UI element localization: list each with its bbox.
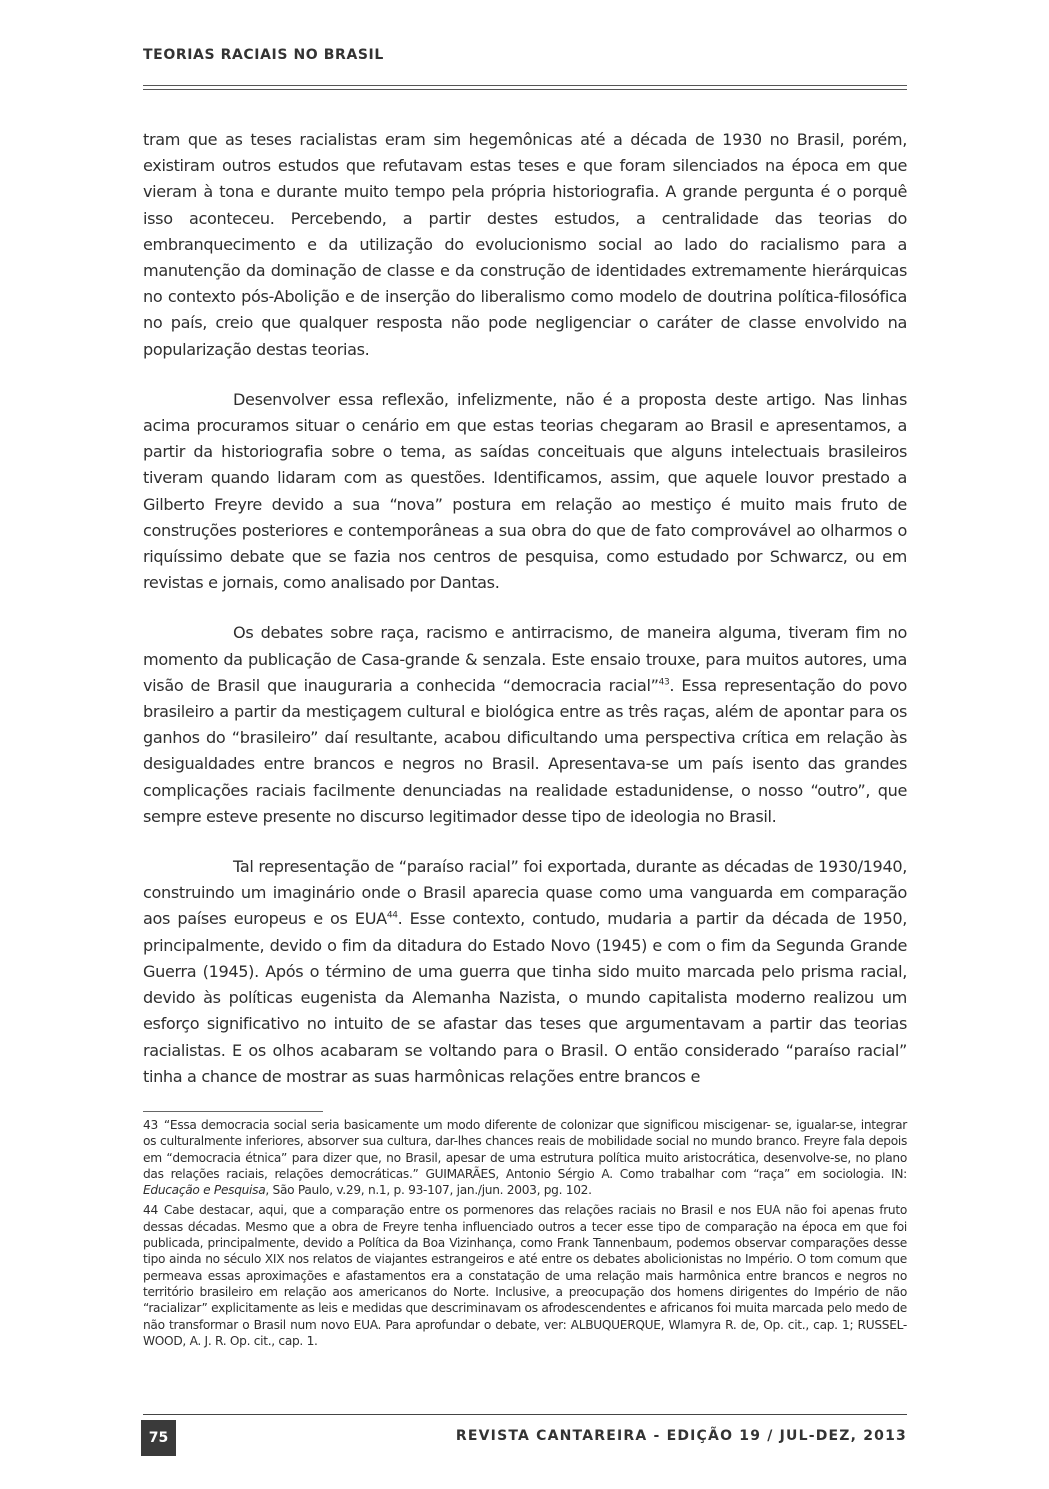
footer-rule [143, 1414, 907, 1415]
paragraph-3 [143, 620, 907, 830]
page-number: 75 [141, 1420, 176, 1456]
paragraph-2: Desenvolver essa reflexão, infelizmente, não é a proposta deste artigo. Nas linhas acima procuramos situar o cenário em que estas teorias chegaram ao Brasil e apresentamos, a partir da historiografia sobre o tema, as saídas conceituais que alguns intelectuais brasileiros tiveram quando lidaram com as questões. Identificamos, assim, que aquele louvor prestado a Gilberto Freyre devido a sua “nova” postura em relação ao mestiço é muito mais fruto de construções posteriores e contemporâneas a sua obra do que de fato comprovável ao olharmos o riquíssimo debate que se fazia nos centros de pesquisa, como estudado por Schwarcz, ou em revistas e jornais, como analisado por Dantas. [143, 389, 907, 593]
paragraph-4-text-a: Tal representação de “paraíso racial” foi exportada, durante as décadas de 1930/1940, construindo um imaginário onde o Brasil aparecia quase como uma vanguarda em comparação aos países europeus e os EUA [143, 857, 907, 929]
footnote-separator [143, 1111, 323, 1112]
header-rule-top [143, 85, 907, 86]
footnotes [143, 1117, 907, 1353]
journal-issue-label: REVISTA CANTAREIRA - EDIÇÃO 19 / JUL-DEZ, 2013 [455, 1428, 907, 1444]
running-header-title: TEORIAS RACIAIS NO BRASIL [143, 47, 384, 63]
footnote-43-text: “Essa democracia social seria basicamente um modo diferente de colonizar que significou miscigenar- se, igualar-se, integrar os culturalmente inferiores, absorver sua cultura, dar-lhes chances reais de mobilidade social no mundo branco. Freyre fala depois em “democracia étnica” para dizer que, no Brasil, apesar de uma estrutura política muito aristocrática, desenvolve-se, no plano das relações raciais, relações democráticas.” GUIMARÃES, Antonio Sérgio A. Como trabalhar com “raça” em sociologia. IN: [143, 1118, 907, 1181]
paragraph-3-text-b: . Essa representação do povo brasileiro a partir da mestiçagem cultural e biológica entre as três raças, além de apontar para os ganhos do “brasileiro” daí resultante, acabou dificultando uma perspectiva crítica em relação às desigualdades entre brancos e negros no Brasil. Apresentava-se um país isento das grandes complicações raciais facilmente denunciadas na realidade estadunidense, o nosso “outro”, que sempre esteve presente no discurso legitimador desse tipo de ideologia no Brasil. [143, 675, 907, 826]
paragraph-4 [143, 854, 907, 1090]
footnote-43-number: 43 [143, 1118, 158, 1132]
article-body [143, 127, 907, 1114]
footnote-43 [143, 1117, 907, 1198]
footnote-43-journal: Educação e Pesquisa [143, 1183, 266, 1198]
footnote-44-number: 44 [143, 1203, 158, 1218]
footnote-44 [143, 1202, 907, 1349]
paragraph-1: tram que as teses racialistas eram sim hegemônicas até a década de 1930 no Brasil, porém, existiram outros estudos que refutavam estas teses e que foram silenciados na época em que vieram à tona e durante muito tempo pela própria historiografia. A grande pergunta é o porquê isso aconteceu. Percebendo, a partir destes estudos, a centralidade das teorias do embranquecimento e da utilização do evolucionismo social ao lado do racialismo para a manutenção da dominação de classe e da construção de identidades extremamente hierárquicas no contexto pós-Abolição e de inserção do liberalismo como modelo de doutrina política-filosófica no país, creio que qualquer resposta não pode negligenciar o caráter de classe envolvido na popularização destas teorias. [143, 130, 907, 359]
paragraph-4-text-b: . Esse contexto, contudo, mudaria a partir da década de 1950, principalmente, devido o fim da ditadura do Estado Novo (1945) e com o fim da Segunda Grande Guerra (1945). Após o término de uma guerra que tinha sido muito marcada pelo prisma racial, devido às políticas eugenista da Alemanha Nazista, o mundo capitalista moderno realizou um esforço significativo no intuito de se afastar das teses que argumentavam a partir das teorias racialistas. E os olhos acabaram se voltando para o Brasil. O então considerado “paraíso racial” tinha a chance de mostrar as suas harmônicas relações entre brancos e [143, 909, 907, 1086]
header-rule-bottom [143, 89, 907, 90]
footnote-43-citation: , São Paulo, v.29, n.1, p. 93-107, jan./jun. 2003, pg. 102. [265, 1183, 592, 1198]
footnote-ref-44[interactable]: 44 [386, 911, 398, 922]
footnote-ref-43[interactable]: 43 [658, 677, 670, 688]
footnote-44-text: Cabe destacar, aqui, que a comparação entre os pormenores das relações raciais no Brasil e nos EUA não foi apenas fruto dessas décadas. Mesmo que a obra de Freyre tenha influenciado outros a tecer esse tipo de comparação na época em que foi publicada, principalmente, devido a Política da Boa Vizinhança, como Frank Tannenbaum, podemos observar comparações desse tipo ainda no século XIX nos relatos de viajantes estrangeiros e até entre os debates abolicionistas no Império. O tom comum que permeava essas aproximações e afastamentos era a constatação de uma relação mais harmônica entre brancos e negros no território brasileiro em relação aos americanos do Norte. Inclusive, a preocupação dos homens dirigentes do Império de não “racializar” explicitamente as leis e medidas que descriminavam os afrodescendentes e africanos foi muita marcada pelo medo de não transformar o Brasil num novo EUA. Para aprofundar o debate, ver: ALBUQUERQUE, Wlamyra R. de, Op. cit., cap. 1; RUSSEL-WOOD, A. J. R. Op. cit., cap. 1. [143, 1203, 907, 1348]
paragraph-3-text-a: Os debates sobre raça, racismo e antirracismo, de maneira alguma, tiveram fim no momento da publicação de Casa-grande & senzala. Este ensaio trouxe, para muitos autores, uma visão de Brasil que inauguraria a conhecida “democracia racial” [143, 623, 907, 695]
